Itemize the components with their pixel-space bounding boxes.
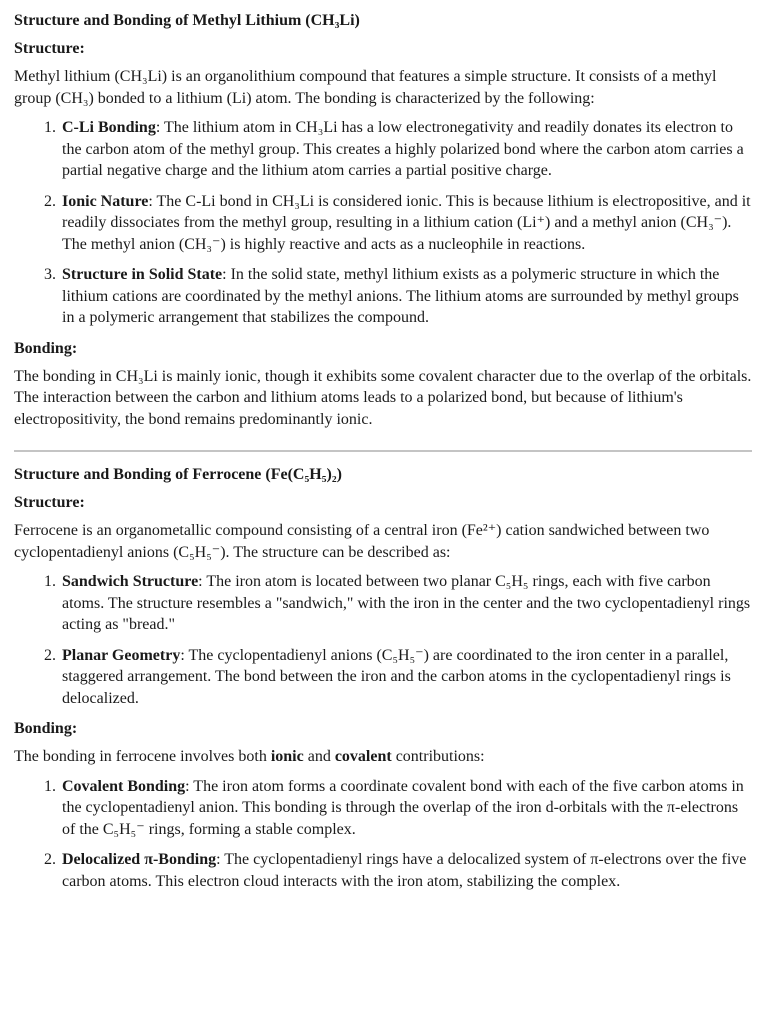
bonding-intro-covalent: covalent <box>334 748 392 765</box>
list-item <box>60 264 754 329</box>
methyl-lithium-structure-list <box>14 117 754 329</box>
list-item <box>60 117 754 182</box>
list-item-heading: Delocalized π-Bonding <box>62 851 217 868</box>
list-item-text: : In the solid state, methyl lithium exists as a polymeric structure in which the lithium cations are coordinated by the methyl anions. The lithium atoms are surrounded by methyl groups in a polymeric arrangement that stabilizes the compound. <box>62 266 739 326</box>
ferrocene-bonding-intro <box>14 746 754 768</box>
list-item-text: : The iron atom forms a coordinate covalent bond with each of the five carbon atoms in the cyclopentadienyl anion. This bonding is through the overlap of the iron d-orbitals with the π-electrons of the C₅H₅⁻ rings, forming a stable complex. <box>62 777 744 838</box>
ferrocene-bonding-list <box>14 776 754 893</box>
list-item-text: : The cyclopentadienyl rings have a delocalized system of π-electrons over the five carbon atoms. This electron cloud interacts with the iron atom, stabilizing the complex. <box>62 851 747 890</box>
methyl-lithium-bonding-text: The bonding in CH₃Li is mainly ionic, though it exhibits some covalent character due to the overlap of the orbitals. The interaction between the carbon and lithium atoms leads to a polarized bond, but because of lithium's electropositivity, the bond remains predominantly ionic. <box>14 367 752 428</box>
list-item-heading: Ionic Nature <box>62 192 149 210</box>
section-title-methyl-lithium: Structure and Bonding of Methyl Lithium (CH₃Li) <box>14 12 360 29</box>
list-item-heading: Structure in Solid State <box>62 266 223 283</box>
list-item-heading: Covalent Bonding <box>62 777 186 795</box>
list-item-heading: C-Li Bonding <box>62 119 156 136</box>
list-item-text: : The cyclopentadienyl anions (C₅H₅⁻) are coordinated to the iron center in a parallel, staggered arrangement. The bond between the iron and the carbon atoms in the cyclopentadienyl rings is delocalized. <box>62 646 731 707</box>
ferrocene-intro: Ferrocene is an organometallic compound consisting of a central iron (Fe²⁺) cation sandwiched between two cyclopentadienyl anions (C₅H₅⁻). The structure can be described as: <box>14 522 710 561</box>
list-item <box>60 191 754 256</box>
ferrocene-structure-list <box>14 571 754 709</box>
bonding-heading: Bonding: <box>14 720 78 737</box>
list-item <box>60 571 754 636</box>
list-item <box>60 645 754 710</box>
list-item-text: : The iron atom is located between two planar C₅H₅ rings, each with five carbon atoms. The structure resembles a "sandwich," with the iron in the center and the two cyclopentadienyl rings acting as "bread." <box>62 573 751 633</box>
bonding-intro-post: contributions: <box>391 748 485 765</box>
list-item-heading: Planar Geometry <box>62 646 181 664</box>
section-title-ferrocene: Structure and Bonding of Ferrocene (Fe(C₅H₅)₂) <box>14 466 342 483</box>
methyl-lithium-intro: Methyl lithium (CH₃Li) is an organolithium compound that features a simple structure. It consists of a methyl group (CH₃) bonded to a lithium (Li) atom. The bonding is characterized by the following: <box>14 68 717 107</box>
section-divider <box>14 450 752 452</box>
bonding-intro-pre: The bonding in ferrocene involves both <box>14 748 271 765</box>
structure-heading: Structure: <box>14 40 85 57</box>
bonding-intro-and: and <box>303 748 335 765</box>
list-item-text: : The lithium atom in CH₃Li has a low electronegativity and readily donates its electron to the carbon atom of the methyl group. This creates a highly polarized bond where the carbon atom carries a partial negative charge and the lithium atom carries a partial positive charge. <box>62 119 744 179</box>
list-item-heading: Sandwich Structure <box>62 573 199 590</box>
bonding-heading: Bonding: <box>14 339 78 357</box>
list-item <box>60 776 754 841</box>
list-item-text: : The C-Li bond in CH₃Li is considered ionic. This is because lithium is electropositive, and it readily dissociates from the methyl group, resulting in a lithium cation (Li⁺) and a methyl anion (CH₃⁻). The methyl anion (CH₃⁻) is highly reactive and acts as a nucleophile in reactions. <box>62 192 751 253</box>
bonding-intro-ionic: ionic <box>270 748 304 765</box>
structure-heading: Structure: <box>14 494 85 511</box>
list-item <box>60 849 754 892</box>
